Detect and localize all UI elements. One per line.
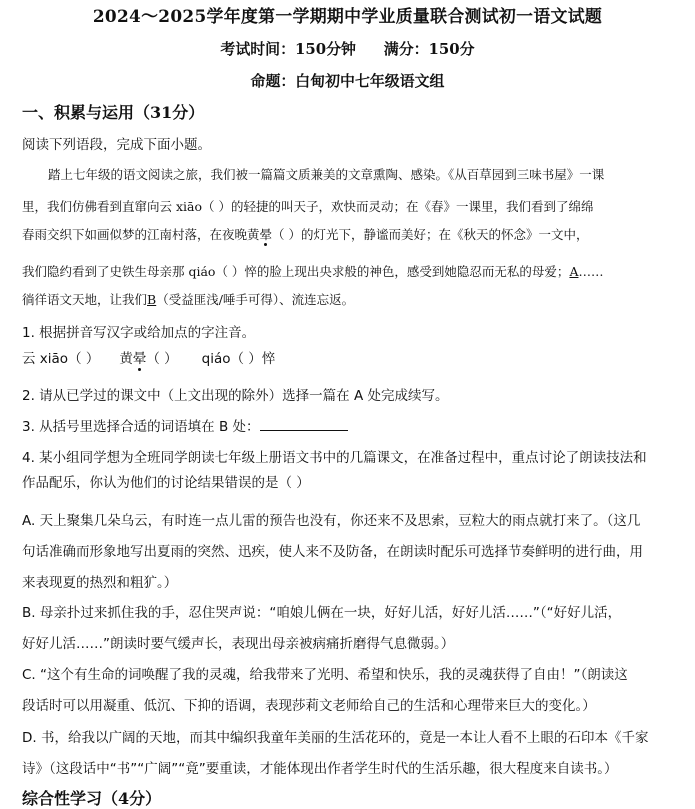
option-b: B. 母亲扑过来抓住我的手，忍住哭声说：“咱娘儿俩在一块，好好儿活，好好儿活……”（“好好儿活， xyxy=(22,605,622,621)
option-d: D. 书，给我以广阔的天地，而其中编织我童年美丽的生活花环的，竟是一本让人看不上眼的石印本《千家 xyxy=(22,730,649,746)
passage-line: 踏上七年级的语文阅读之旅，我们被一篇篇文质兼美的文章熏陶、感染。《从百草园到三味书屋》一课 xyxy=(48,167,605,182)
option-c: C. “这个有生命的词唤醒了我的灵魂，给我带来了光明、希望和快乐，我的灵魂获得了自由！”（朗读这 xyxy=(22,667,628,683)
question-4: 4. 某小组同学想为全班同学朗读七年级上册语文书中的几篇课文，在准备过程中，重点讨论了朗读技法和 xyxy=(22,450,647,466)
passage-line: 徜徉语文天地，让我们B（受益匪浅/唾手可得）、流连忘返。 xyxy=(22,292,355,307)
dotted-char: 晕 xyxy=(259,227,273,242)
blank-b: B xyxy=(147,292,157,307)
passage-line: 春雨交织下如画似梦的江南村落，在夜晚黄晕（ ）的灯光下，静谧而美好；在《秋天的怀念》一文中， xyxy=(22,227,589,242)
answer-slot[interactable]: （ ） xyxy=(146,351,178,367)
exam-info xyxy=(2,38,693,59)
answer-blank[interactable] xyxy=(260,418,348,431)
dotted-char: 晕 xyxy=(132,351,147,367)
passage-line: 里，我们仿佛看到直窜向云 xiāo（ ）的轻捷的叫天子，欢快而灵动；在《春》一课里，我们看到了绵绵 xyxy=(22,199,594,214)
exam-time: 考试时间：150分钟 xyxy=(220,40,356,58)
question-1: 1. 根据拼音写汉字或给加点的字注音。 xyxy=(22,325,256,341)
option-a: 句话准确而形象地写出夏雨的突然、迅疾，使人来不及防备，在朗读时配乐可选择节奏鲜明的进行曲，用 xyxy=(22,544,643,560)
section-title: 综合性学习（4分） xyxy=(22,789,162,808)
answer-slot[interactable]: qiáo（ ）悴 xyxy=(201,351,276,367)
instruction: 阅读下列语段，完成下面小题。 xyxy=(22,137,211,153)
section-title: 一、积累与运用（31分） xyxy=(22,103,205,122)
exam-score: 满分：150分 xyxy=(383,40,475,58)
option-b: 好好儿活……”朗读时要气缓声长，表现出母亲被病痛折磨得气息微弱。） xyxy=(22,636,455,652)
answer-slot[interactable]: 云 xiāo（ ） xyxy=(22,351,100,367)
question-3: 3. 从括号里选择合适的词语填在 B 处： xyxy=(22,415,348,435)
option-d: 诗》（这段话中“书”“广阔”“竟”要重读，才能体现出作者学生时代的生活乐趣，很大程度来自读书。） xyxy=(22,761,618,777)
option-c: 段话时可以用凝重、低沉、下抑的语调，表现莎莉文老师给自己的生活和心理带来巨大的变化。） xyxy=(22,698,596,714)
exam-author: 命题：白甸初中七年级语文组 xyxy=(250,72,445,90)
question-1-answers: 云 xiāo（ ） 黄晕（ ） qiáo（ ）悴 xyxy=(22,351,276,367)
option-a: 来表现夏的热烈和粗犷。） xyxy=(22,575,178,591)
question-4: 作品配乐，你认为他们的讨论结果错误的是（ ） xyxy=(22,475,310,491)
passage-line: 我们隐约看到了史铁生母亲那 qiáo（ ）悴的脸上现出央求般的神色，感受到她隐忍而无私的母爱；A…… xyxy=(22,264,604,279)
question-2: 2. 请从已学过的课文中（上文出现的除外）选择一篇在 A 处完成续写。 xyxy=(22,388,449,404)
blank-a: A xyxy=(569,264,579,279)
exam-title: 2024～2025学年度第一学期期中学业质量联合测试初一语文试题 xyxy=(92,7,603,27)
option-a: A. 天上聚集几朵乌云，有时连一点儿雷的预告也没有，你还来不及思索，豆粒大的雨点就打来了。（这几 xyxy=(22,513,641,529)
